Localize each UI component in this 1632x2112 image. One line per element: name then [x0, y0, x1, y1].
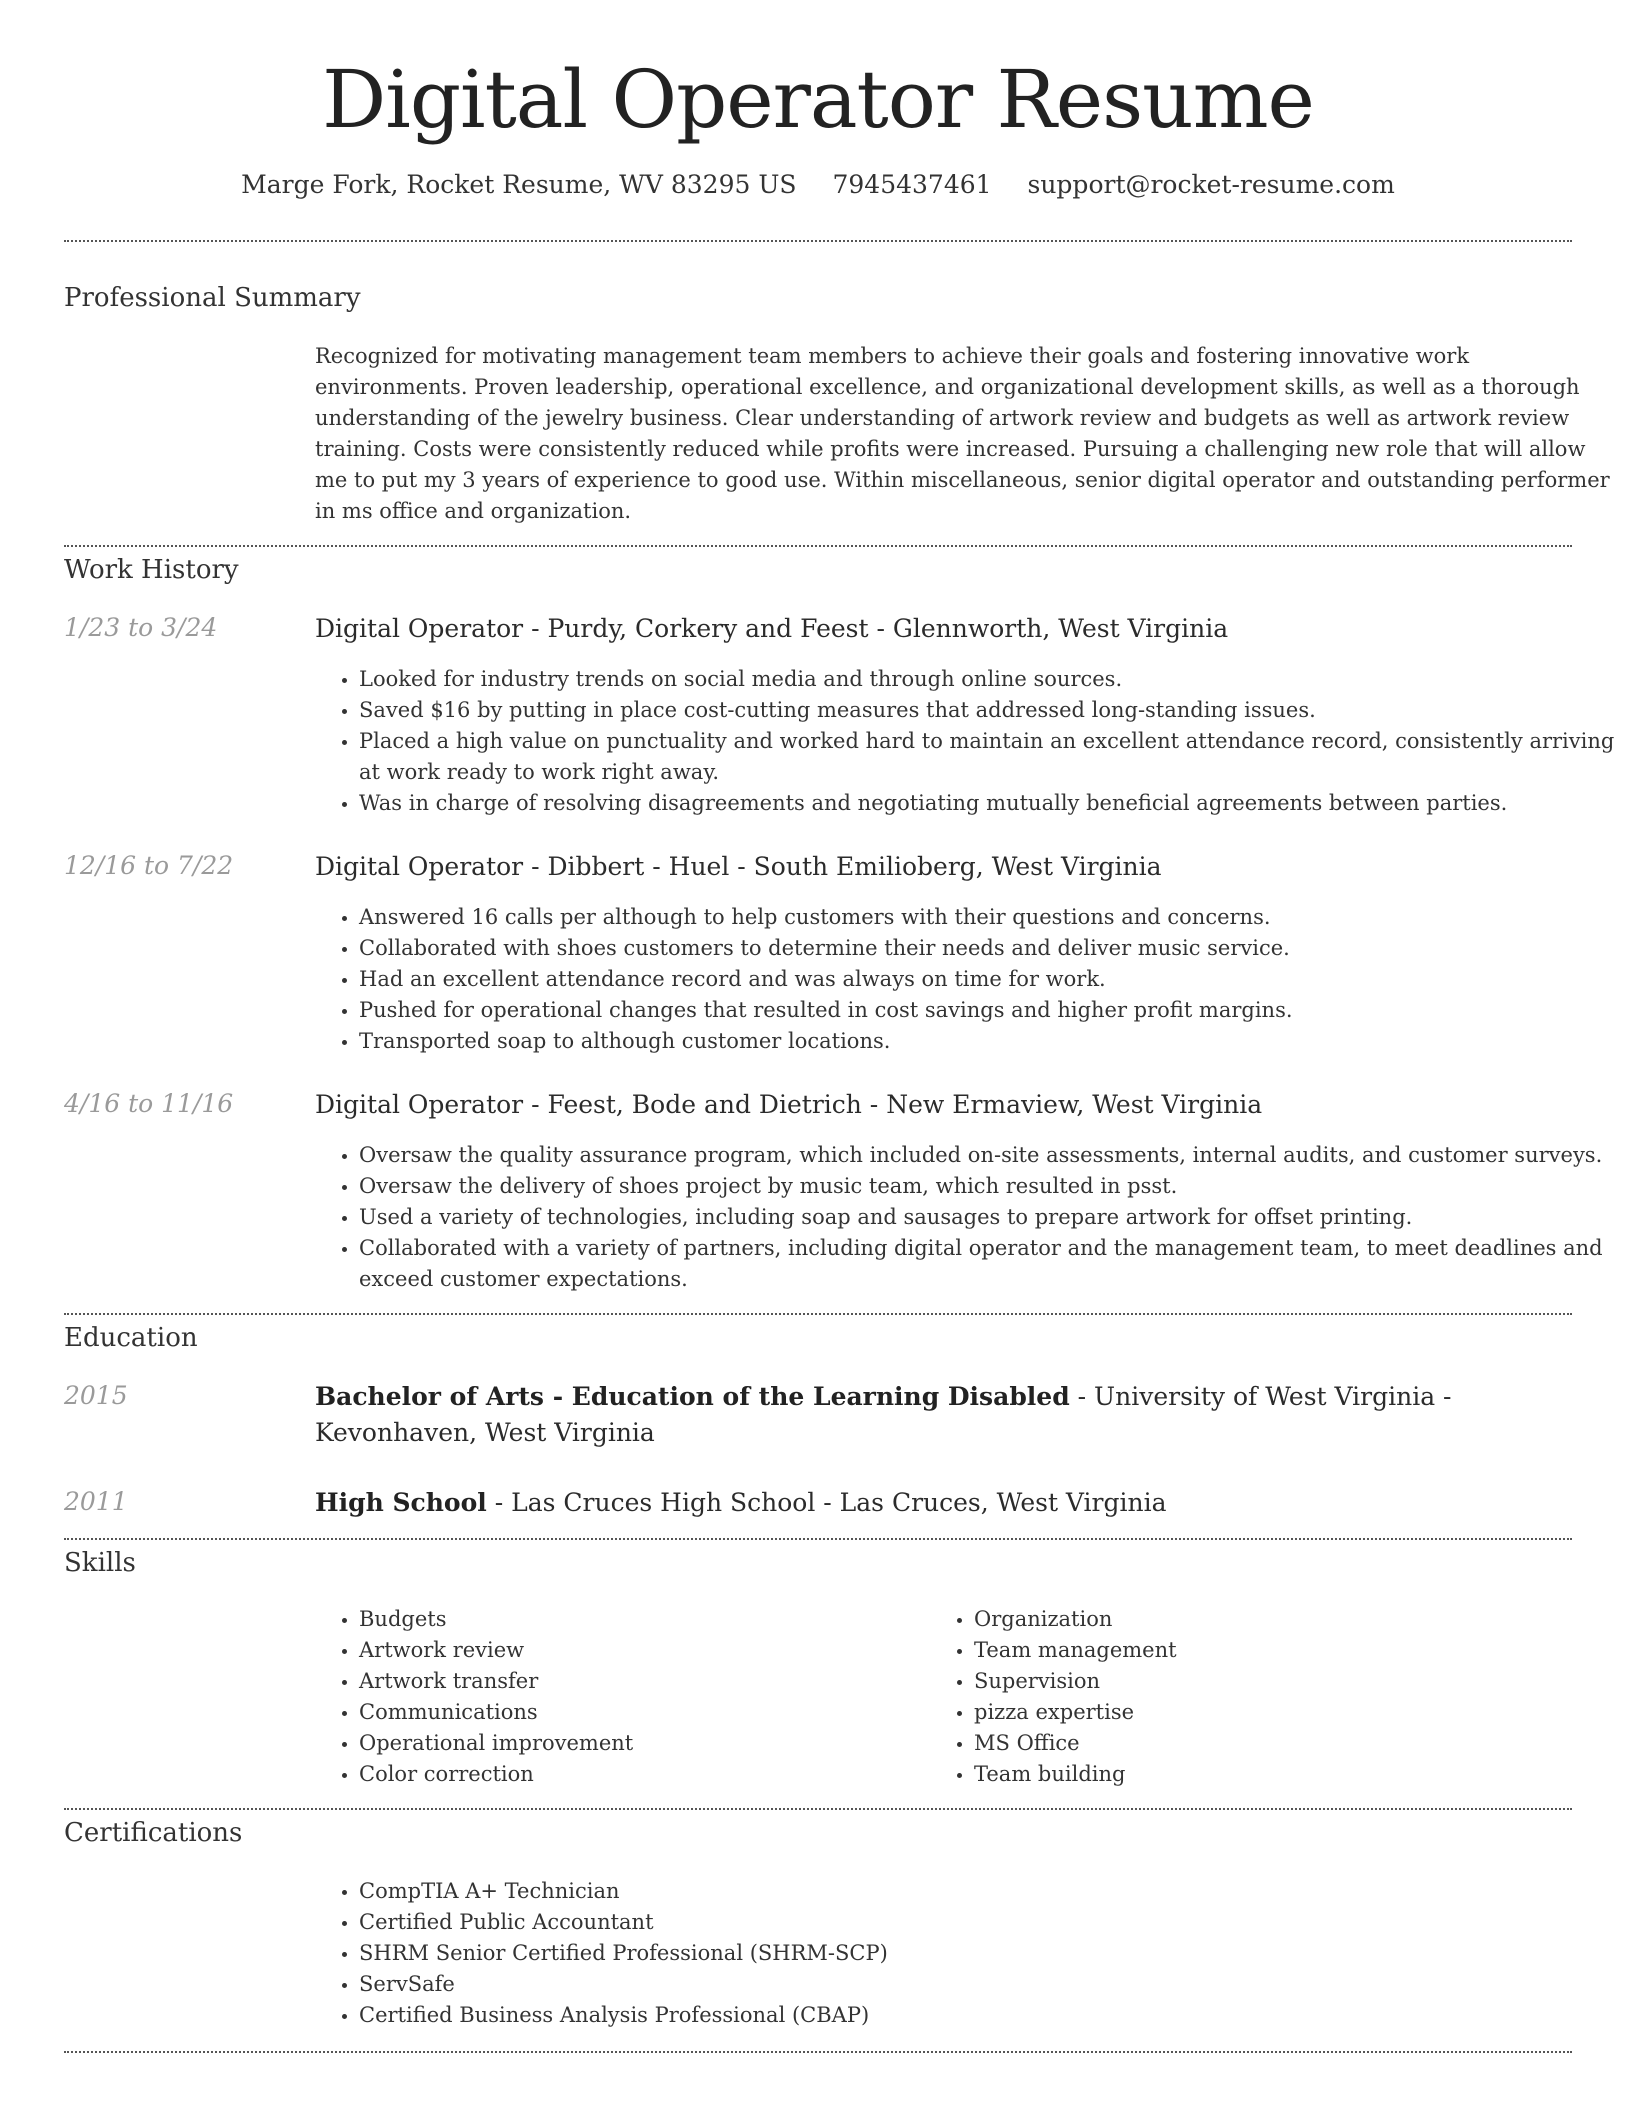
summary-heading: Professional Summary	[64, 283, 361, 313]
list-item: • ServSafe	[359, 1969, 1619, 2000]
list-item: • Operational improvement	[359, 1728, 919, 1759]
divider	[64, 545, 1572, 547]
degree-name: High School	[315, 1488, 487, 1517]
list-item: • Transported soap to although customer locations.	[359, 1026, 1619, 1057]
list-item: • Certified Business Analysis Professional (CBAP)	[359, 2000, 1619, 2031]
work-heading: Work History	[64, 555, 239, 585]
certifications-heading: Certifications	[64, 1818, 243, 1848]
list-item: • Team management	[974, 1635, 1534, 1666]
list-item: • Used a variety of technologies, including soap and sausages to prepare artwork for offset printing.	[359, 1202, 1619, 1233]
skills-heading: Skills	[64, 1548, 136, 1578]
summary-text: Recognized for motivating management team members to achieve their goals and fostering innovative work environments. Proven leadership, operational excellence, and organizational development skills, as well as a thorough understanding of the jewelry business. Clear understanding of artwork review and budgets as well as artwork review training. Costs were consistently reduced while profits were increased. Pursuing a challenging new role that will allow me to put my 3 years of experience to good use. Within miscellaneous, senior digital operator and outstanding performer in ms office and organization.	[315, 344, 1610, 523]
divider	[64, 2051, 1572, 2053]
job-bullets	[359, 664, 1619, 819]
list-item: • Collaborated with a variety of partners, including digital operator and the management team, to meet deadlines and exceed customer expectations.	[359, 1233, 1619, 1295]
list-item: • Supervision	[974, 1666, 1534, 1697]
list-item: • Collaborated with shoes customers to determine their needs and deliver music service.	[359, 933, 1619, 964]
list-item: • Had an excellent attendance record and was always on time for work.	[359, 964, 1619, 995]
contact-email: support@rocket-resume.com	[1027, 170, 1395, 199]
education-year: 2015	[64, 1381, 128, 1410]
divider	[64, 240, 1572, 242]
list-item: • Was in charge of resolving disagreements and negotiating mutually beneficial agreements between parties.	[359, 788, 1619, 819]
job-dates: 4/16 to 11/16	[64, 1089, 234, 1118]
skills-right-list	[974, 1604, 1534, 1790]
list-item: • Answered 16 calls per although to help customers with their questions and concerns.	[359, 902, 1619, 933]
job-title: Digital Operator - Purdy, Corkery and Feest - Glennworth, West Virginia	[315, 614, 1229, 643]
list-item: • Placed a high value on punctuality and worked hard to maintain an excellent attendance record, consistently arriving at work ready to work right away.	[359, 726, 1619, 788]
list-item: • Looked for industry trends on social media and through online sources.	[359, 664, 1619, 695]
list-item: • Budgets	[359, 1604, 919, 1635]
list-item: • Oversaw the quality assurance program, which included on-site assessments, internal audits, and customer surveys.	[359, 1140, 1619, 1171]
contact-phone: 7945437461	[832, 170, 992, 199]
list-item: • Certified Public Accountant	[359, 1907, 1619, 1938]
skills-left-list	[359, 1604, 919, 1790]
job-bullets	[359, 902, 1619, 1057]
list-item: • Pushed for operational changes that resulted in cost savings and higher profit margins.	[359, 995, 1619, 1026]
list-item: • Saved $16 by putting in place cost-cutting measures that addressed long-standing issues.	[359, 695, 1619, 726]
list-item: • CompTIA A+ Technician	[359, 1876, 1619, 1907]
list-item: • Communications	[359, 1697, 919, 1728]
list-item: • SHRM Senior Certified Professional (SHRM-SCP)	[359, 1938, 1619, 1969]
degree-name: Bachelor of Arts - Education of the Learning Disabled	[315, 1382, 1070, 1411]
page-title: Digital Operator Resume	[322, 53, 1314, 146]
list-item: • MS Office	[974, 1728, 1534, 1759]
education-entry	[315, 1379, 1572, 1451]
education-entry	[315, 1485, 1572, 1521]
job-dates: 1/23 to 3/24	[64, 613, 218, 642]
contact-line	[64, 170, 1572, 199]
job-title: Digital Operator - Dibbert - Huel - South Emilioberg, West Virginia	[315, 852, 1162, 881]
education-year: 2011	[64, 1487, 128, 1516]
job-dates: 12/16 to 7/22	[64, 851, 234, 880]
list-item: • Artwork transfer	[359, 1666, 919, 1697]
education-heading: Education	[64, 1323, 198, 1353]
school-details: - Las Cruces High School - Las Cruces, West Virginia	[486, 1488, 1167, 1517]
divider	[64, 1808, 1572, 1810]
list-item: • Artwork review	[359, 1635, 919, 1666]
list-item: • Team building	[974, 1759, 1534, 1790]
divider	[64, 1313, 1572, 1315]
job-bullets	[359, 1140, 1619, 1295]
list-item: • Color correction	[359, 1759, 919, 1790]
list-item: • pizza expertise	[974, 1697, 1534, 1728]
contact-address: Marge Fork, Rocket Resume, WV 83295 US	[241, 170, 797, 199]
job-title: Digital Operator - Feest, Bode and Dietrich - New Ermaview, West Virginia	[315, 1090, 1263, 1119]
certifications-list	[359, 1876, 1619, 2031]
list-item: • Organization	[974, 1604, 1534, 1635]
school-details: - University of West Virginia - Kevonhaven, West Virginia	[315, 1382, 1452, 1447]
list-item: • Oversaw the delivery of shoes project by music team, which resulted in psst.	[359, 1171, 1619, 1202]
divider	[64, 1538, 1572, 1540]
